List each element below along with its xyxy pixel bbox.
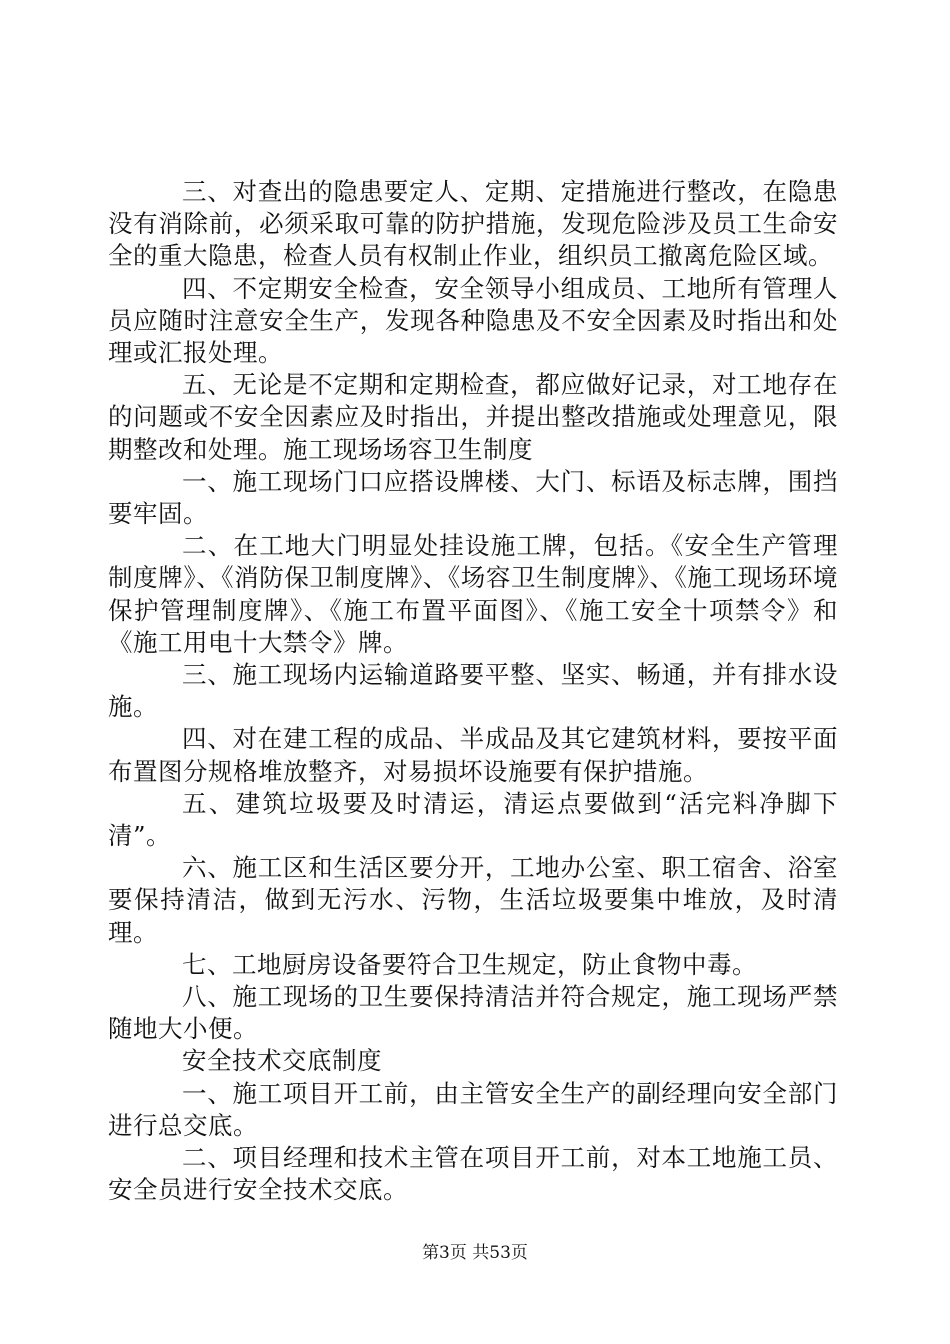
section-heading: 安全技术交底制度 xyxy=(182,1046,382,1076)
paragraph: 四、不定期安全检查，安全领导小组成员、工地所有管理人员应随时注意安全生产，发现各种隐患及不安全因素及时指出和处理或汇报处理。 xyxy=(108,273,838,368)
paragraph: 二、项目经理和技术主管在项目开工前，对本工地施工员、安全员进行安全技术交底。 xyxy=(108,1143,838,1205)
paragraph: 五、建筑垃圾要及时清运，清运点要做到“活完料净脚下清”。 xyxy=(108,788,838,851)
paragraph: 八、施工现场的卫生要保持清洁并符合规定，施工现场严禁随地大小便。 xyxy=(108,982,838,1044)
paragraph: 二、在工地大门明显处挂设施工牌，包括。《安全生产管理制度牌》、《消防保卫制度牌》、《场容卫生制度牌》、《施工现场环境保护管理制度牌》、《施工布置平面图》、《施工安全十项禁令》和《施工用电十大禁令》牌。 xyxy=(108,531,838,657)
page-number: 第3页 共53页 xyxy=(422,1243,528,1263)
paragraph: 六、施工区和生活区要分开，工地办公室、职工宿舍、浴室要保持清洁，做到无污水、污物，生活垃圾要集中堆放，及时清理。 xyxy=(108,853,838,947)
paragraph: 三、对查出的隐患要定人、定期、定措施进行整改，在隐患没有消除前，必须采取可靠的防护措施，发现危险涉及员工生命安全的重大隐患，检查人员有权制止作业，组织员工撤离危险区域。 xyxy=(108,177,838,271)
paragraph: 七、工地厨房设备要符合卫生规定，防止食物中毒。 xyxy=(182,949,757,979)
paragraph: 三、施工现场内运输道路要平整、坚实、畅通，并有排水设施。 xyxy=(108,660,838,722)
paragraph: 五、无论是不定期和定期检查，都应做好记录，对工地存在的问题或不安全因素应及时指出，并提出整改措施或处理意见，限期整改和处理。施工现场场容卫生制度 xyxy=(108,370,838,464)
paragraph: 四、对在建工程的成品、半成品及其它建筑材料，要按平面布置图分规格堆放整齐，对易损坏设施要有保护措施。 xyxy=(108,724,838,786)
paragraph: 一、施工项目开工前，由主管安全生产的副经理向安全部门进行总交底。 xyxy=(108,1078,838,1140)
paragraph: 一、施工现场门口应搭设牌楼、大门、标语及标志牌，围挡要牢固。 xyxy=(108,466,838,529)
document-body xyxy=(108,176,838,1207)
